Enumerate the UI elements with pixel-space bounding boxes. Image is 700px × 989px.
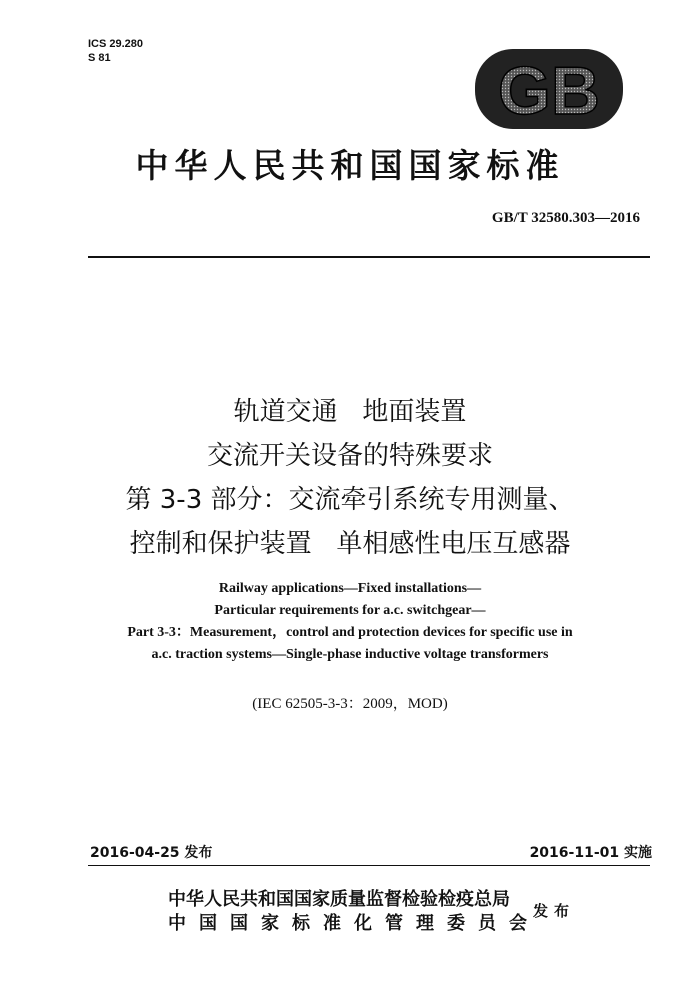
ccs-code: S 81 bbox=[88, 52, 111, 64]
english-title-line: Part 3-3：Measurement，control and protection devices for specific use in bbox=[127, 625, 573, 640]
footer-divider bbox=[88, 865, 650, 866]
english-title bbox=[0, 578, 700, 666]
adoption-reference: (IEC 62505-3-3：2009，MOD) bbox=[252, 696, 448, 712]
standard-code: GB/T 32580.303—2016 bbox=[491, 210, 640, 226]
chinese-title bbox=[0, 390, 700, 566]
chinese-title-line: 轨道交通 地面装置 bbox=[233, 397, 467, 427]
issuer-name: 中华人民共和国国家质量监督检验检疫总局 bbox=[168, 889, 510, 910]
english-title-line: a.c. traction systems—Single-phase inductive voltage transformers bbox=[151, 647, 549, 662]
chinese-title-line: 控制和保护装置 单相感性电压互感器 bbox=[129, 529, 571, 559]
ics-code: ICS 29.280 bbox=[88, 38, 144, 50]
gb-logo-text: GB bbox=[498, 53, 600, 129]
standard-type-title: 中华人民共和国国家标准 bbox=[135, 146, 565, 185]
gb-logo bbox=[474, 48, 624, 130]
issuer-name: 中国国家标准化管理委员会 bbox=[168, 913, 540, 934]
english-title-line: Particular requirements for a.c. switchgear— bbox=[214, 603, 486, 618]
issuing-authorities bbox=[168, 888, 540, 936]
chinese-title-line: 第 3-3 部分：交流牵引系统专用测量、 bbox=[125, 485, 575, 515]
publish-date: 2016-04-25 发布 bbox=[90, 845, 213, 861]
chinese-title-line: 交流开关设备的特殊要求 bbox=[206, 441, 493, 471]
header-divider bbox=[88, 256, 650, 258]
english-title-line: Railway applications—Fixed installations— bbox=[218, 581, 482, 596]
issue-label: 发布 bbox=[533, 902, 576, 920]
classification-codes bbox=[88, 37, 143, 65]
implement-date: 2016-11-01 实施 bbox=[529, 845, 652, 861]
